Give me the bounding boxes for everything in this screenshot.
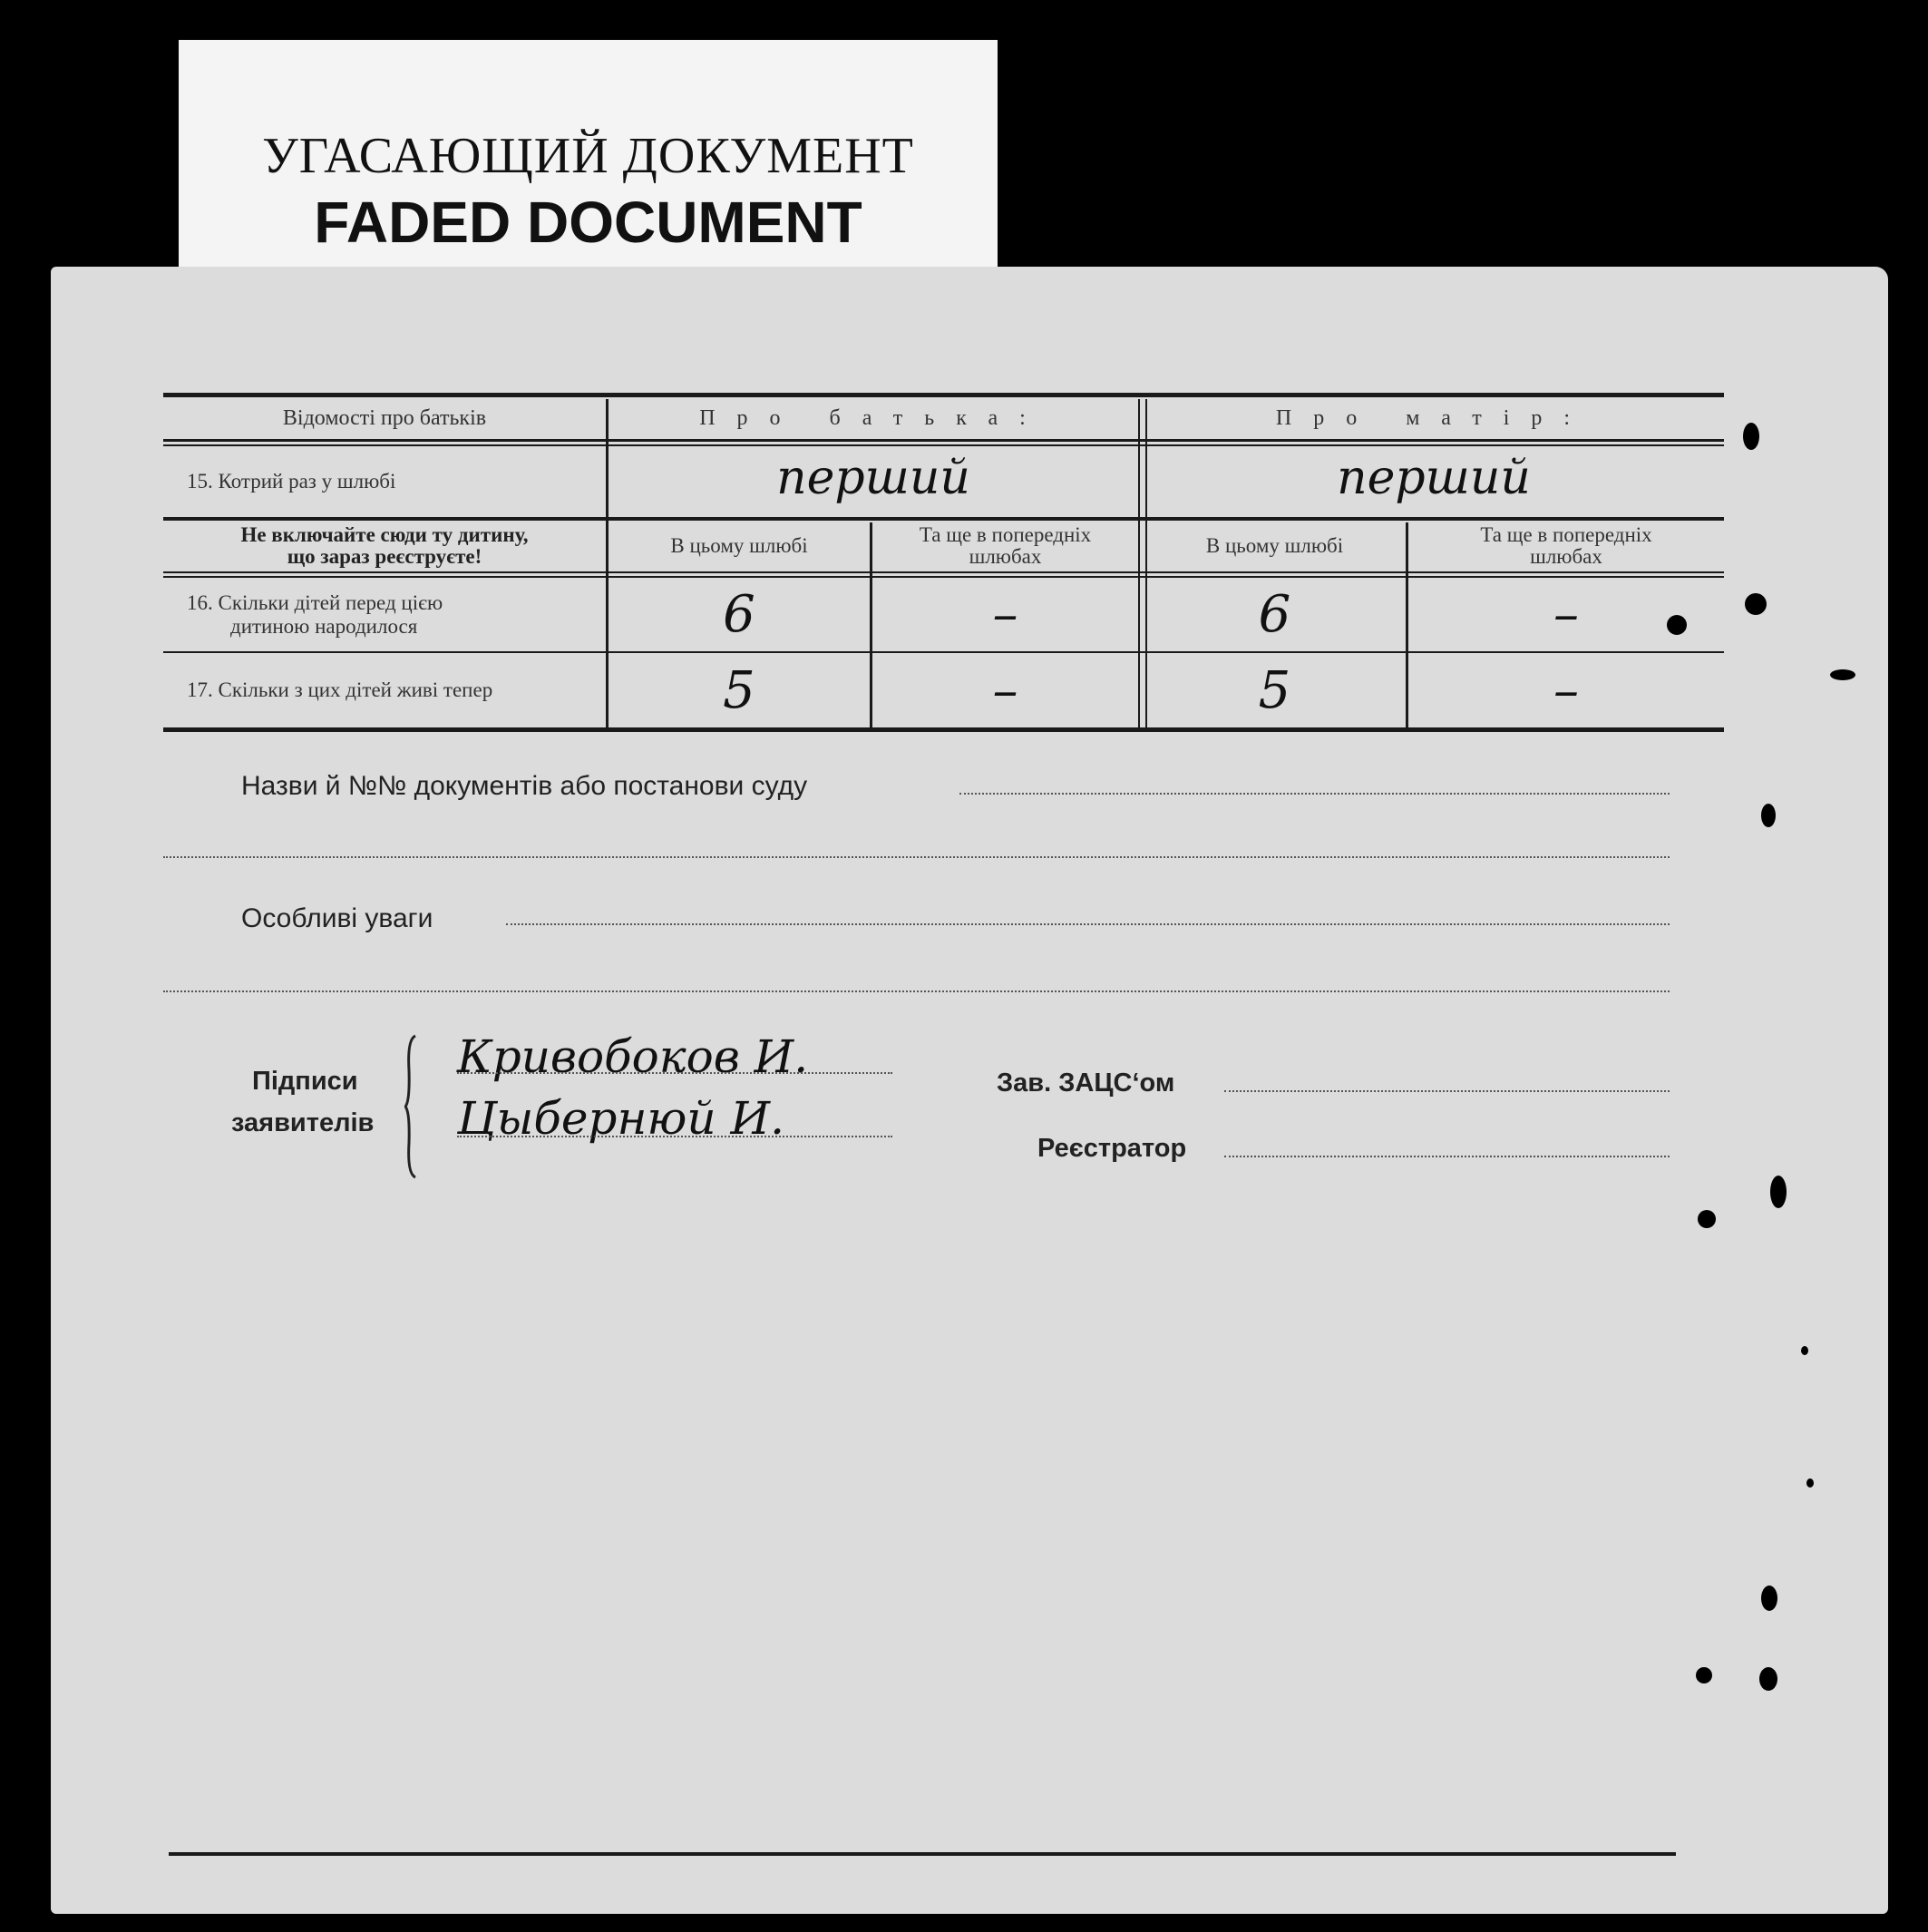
registrar-line	[1224, 1156, 1670, 1157]
signature-1: Кривобоков И.	[457, 1030, 809, 1083]
subheader-bottom-rule	[163, 571, 1724, 573]
row15-mother-value: перший	[1337, 451, 1531, 505]
document-sheet	[51, 267, 1888, 1914]
header-bottom-rule	[163, 439, 1724, 442]
faded-document-label	[179, 40, 998, 272]
signature-1-line	[457, 1072, 892, 1074]
father-prev-marriages-line2: шлюбах	[969, 545, 1042, 568]
mother-prev-marriages-header	[1408, 521, 1724, 571]
punch-hole	[1667, 615, 1687, 635]
mother-prev-marriages-line1: Та ще в попередніх	[1480, 523, 1652, 546]
row15-father-value: перший	[776, 451, 970, 505]
row17-mother-this: 5	[1258, 660, 1291, 720]
father-prev-marriages-line1: Та ще в попередніх	[919, 523, 1092, 546]
father-this-marriage-header: В цьому шлюбі	[670, 534, 808, 557]
row16-label-line1: 16. Скільки дітей перед цією	[187, 590, 443, 614]
label-russian: УГАСАЮЩИЙ ДОКУМЕНТ	[262, 128, 914, 184]
signature-2: Цыбернюй И.	[457, 1092, 784, 1145]
mother-this-marriage-header: В цьому шлюбі	[1205, 534, 1344, 557]
row16-mother-this: 6	[1258, 585, 1291, 644]
row16-label-line2: дитиною народилося	[230, 614, 418, 638]
signatures-label-line1: Підписи	[252, 1067, 358, 1096]
punch-hole	[1830, 669, 1855, 680]
punch-hole	[1743, 423, 1759, 450]
punch-hole	[1759, 1667, 1777, 1691]
header-parents-info: Відомості про батьків	[282, 405, 487, 430]
row17-father-prev: –	[992, 660, 1018, 720]
documents-line	[959, 793, 1670, 795]
head-line	[1224, 1090, 1670, 1092]
punch-hole	[1801, 1346, 1808, 1355]
signature-2-line	[457, 1136, 892, 1137]
page-bottom-rule	[169, 1852, 1676, 1856]
punch-hole	[1770, 1176, 1787, 1208]
punch-hole	[1698, 1210, 1716, 1228]
table-bottom-rule	[163, 727, 1724, 732]
signatures-label-line2: заявителів	[231, 1108, 375, 1137]
documents-line-2	[163, 856, 1670, 858]
remarks-line	[506, 923, 1670, 925]
punch-hole	[1696, 1667, 1712, 1683]
row16-father-prev: –	[992, 585, 1018, 644]
documents-label: Назви й №№ документів або постанови суду	[241, 771, 808, 801]
punch-hole	[1806, 1478, 1814, 1488]
remarks-label: Особливі уваги	[241, 903, 433, 933]
row16-father-this: 6	[723, 585, 755, 644]
row16-label	[187, 578, 604, 651]
punch-hole	[1745, 593, 1767, 615]
mother-prev-marriages-line2: шлюбах	[1530, 545, 1602, 568]
registrar-label: Реєстратор	[1037, 1134, 1187, 1163]
punch-hole	[1761, 1586, 1777, 1611]
subheader-note-line1: Не включайте сюди ту дитину,	[240, 523, 529, 546]
punch-hole	[1761, 804, 1776, 827]
header-mother: Про матір:	[1275, 405, 1592, 430]
signatures-brace	[404, 1034, 417, 1179]
subheader-note-line2: що зараз реєструєте!	[287, 545, 482, 568]
subheader-note	[163, 521, 606, 571]
row15-label: 15. Котрий раз у шлюбі	[187, 470, 396, 493]
row16-mother-prev: –	[1553, 585, 1579, 644]
label-english: FADED DOCUMENT	[314, 190, 862, 255]
father-prev-marriages-header	[872, 521, 1138, 571]
header-father: Про батька:	[699, 405, 1047, 430]
row17-mother-prev: –	[1553, 660, 1579, 720]
head-label: Зав. ЗАЦС‘ом	[997, 1068, 1175, 1098]
row17-label: 17. Скільки з цих дітей живі тепер	[187, 678, 493, 701]
row17-father-this: 5	[723, 660, 755, 720]
remarks-line-2	[163, 990, 1670, 992]
